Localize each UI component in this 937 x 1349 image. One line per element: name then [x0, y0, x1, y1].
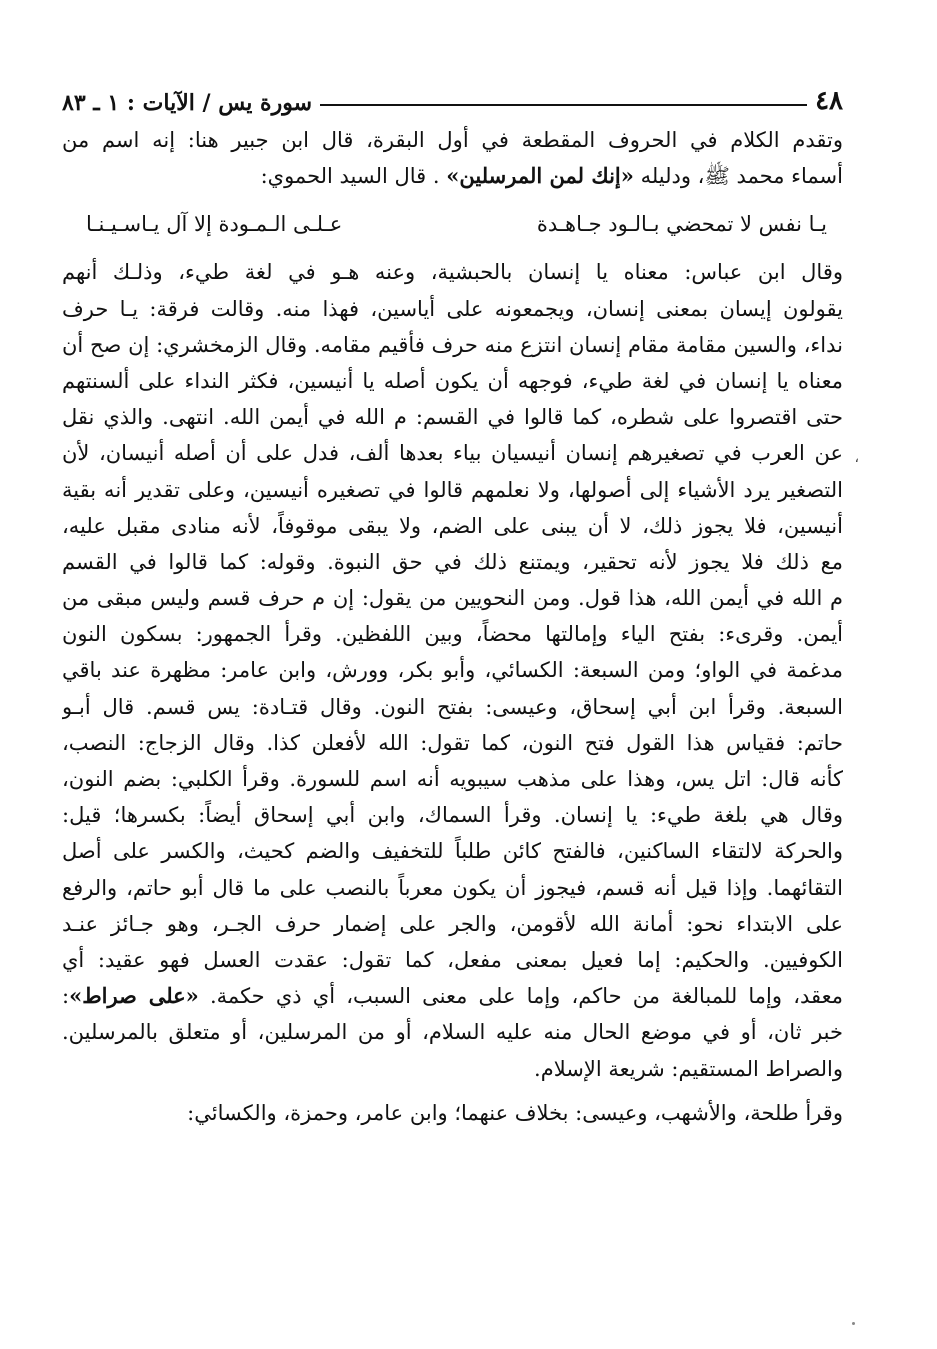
- quran-quote: «على صراط»: [69, 983, 199, 1009]
- text-segment: أسماء محمد ﷺ، ودليله: [640, 164, 843, 189]
- text-line: معناه يا إنسان في لغة طيء، فوجهه أن يكون أصله يا أنيسين، فكثر النداء على ألسنتهم: [62, 368, 843, 393]
- text-line: نداء، والسين مقامة مقام إنسان انتزع منه حرف فأقيم مقامه. وقال الزمخشري: إن صح أن: [62, 332, 843, 357]
- text-line: م الله في أيمن الله، هذا قول. ومن النحويين من يقول: إن م حرف قسم وليس مبقى من: [62, 586, 843, 611]
- text-segment: :: [62, 984, 70, 1009]
- text-line: [62, 978, 843, 1014]
- text-line: والحركة لالتقاء الساكنين، فالفتح كائن طلباً للتخفيف والضم كحيث، والكسر على أصل: [62, 839, 843, 864]
- text-line: السبعة. وقرأ ابن أبي إسحاق، وعيسى: بفتح النون. وقال قتـادة: يس قسم. قال أبـو: [62, 694, 843, 719]
- text-line: يقولون إيسان بمعنى إنسان، ويجمعونه على أياسين، فهذا منه. وقالت فرقة: يـا حرف: [62, 296, 843, 321]
- text-line: مع ذلك فلا يجوز لأنه تحقير، ويمتنع ذلك في حق النبوة. وقوله: كما قالوا في القسم: [62, 549, 843, 574]
- text-line: وقرأ طلحة، والأشهب، وعيسى: بخلاف عنهما؛ وابن عامر، وحمزة، والكسائي:: [187, 1100, 843, 1125]
- page-body: [62, 122, 843, 1131]
- text-line: مدغمة في الواو؛ ومن السبعة: الكسائي، وأبو بكر، وورش، وابن عامر: مظهرة عند باقي: [62, 658, 843, 683]
- text-line: وقال ابن عباس: معناه يا إنسان بالحبشية، وعنه هـو في لغة طيء، وذلـك أنهم: [62, 260, 843, 285]
- page-number: ٤٨: [815, 86, 843, 116]
- text-line: حتى اقتصروا على شطره، كما قالوا في القسم: م الله في أيمن الله. انتهى. والذي نقل: [62, 405, 843, 430]
- paper-speck: [852, 1322, 855, 1325]
- verse-second-hemistich: عـلـى الـمـودة إلا آل يـاسـيـنـا: [86, 212, 343, 237]
- text-segment: معقد، وإما للمبالغة من حاكم، وإما على معنى السبب، أي ذي حكمة.: [210, 984, 843, 1009]
- text-line: التصغير يرد الأشياء إلى أصولها، ولا نعلمهم قالوا في تصغيره أنيسين، وعلى تقدير أنه بقية: [62, 477, 843, 502]
- text-line: على الابتداء نحو: أمانة الله لأقومن، والجر على إضمار حرف الجـر، وهو جـائز عنـد: [62, 911, 843, 936]
- text-line: الكوفيين. والحكيم: إما فعيل بمعنى مفعل، كما تقول: عقدت العسل فهو عقيد: أي: [62, 947, 843, 972]
- text-line: كأنه قال: اتل يس، وهذا على مذهب سيبويه أنه اسم للسورة. وقرأ الكلبي: بضم النون،: [62, 767, 843, 791]
- text-line: حاتم: فقياس هذا القول فتح النون، كما تقول: الله لأفعلن كذا. وقال الزجاج: النصب،: [62, 730, 843, 755]
- poetry-verse: [86, 200, 827, 248]
- page-header: [62, 80, 843, 116]
- text-segment: . قال السيد الحموي:: [260, 164, 440, 189]
- text-line: التقائهما. وإذا قيل أنه قسم، فيجوز أن يكون معرباً بالنصب على ما قال أبو حاتم، والرفع: [62, 875, 843, 900]
- text-line: أيمن. وقرىء: بفتح الياء وإمالتها محضاً، وبين اللفظين. وقرأ الجمهور: بسكون النون: [62, 622, 843, 647]
- text-line: [62, 158, 843, 194]
- text-line: وقال هي بلغة طيء: يا إنسان. وقرأ السماك، وابن أبي إسحاق أيضاً: بكسرها؛ قيل:: [62, 803, 843, 828]
- text-line: أنيسين، فلا يجوز ذلك، لا أن يبنى على الضم، ولا يبقى موقوفاً، لأنه منادى مقبل عليه،: [62, 513, 843, 538]
- text-line: عن العرب في تصغيرهم إنسان أنيسيان بياء بعدها ألف، فدل على أن أصله أنيسان، لأن: [62, 441, 843, 466]
- text-line: وتقدم الكلام في الحروف المقطعة في أول البقرة، قال ابن جبير هنا: إنه اسم من: [62, 128, 843, 152]
- running-title: سورة يس / الآيات : ١ ـ ٨٣: [62, 90, 313, 116]
- text-line: خبر ثان، أو في موضع الحال منه عليه السلام، أو من المرسلين، أو متعلق بالمرسلين.: [62, 1020, 843, 1045]
- stray-mark: ،: [854, 450, 859, 466]
- verse-first-hemistich: يـا نفس لا تمحضي بـالـود جـاهـدة: [536, 212, 827, 237]
- text-line: والصراط المستقيم: شريعة الإسلام.: [534, 1056, 843, 1081]
- quran-quote: «إنك لمن المرسلين»: [446, 163, 634, 189]
- header-rule: [320, 104, 807, 106]
